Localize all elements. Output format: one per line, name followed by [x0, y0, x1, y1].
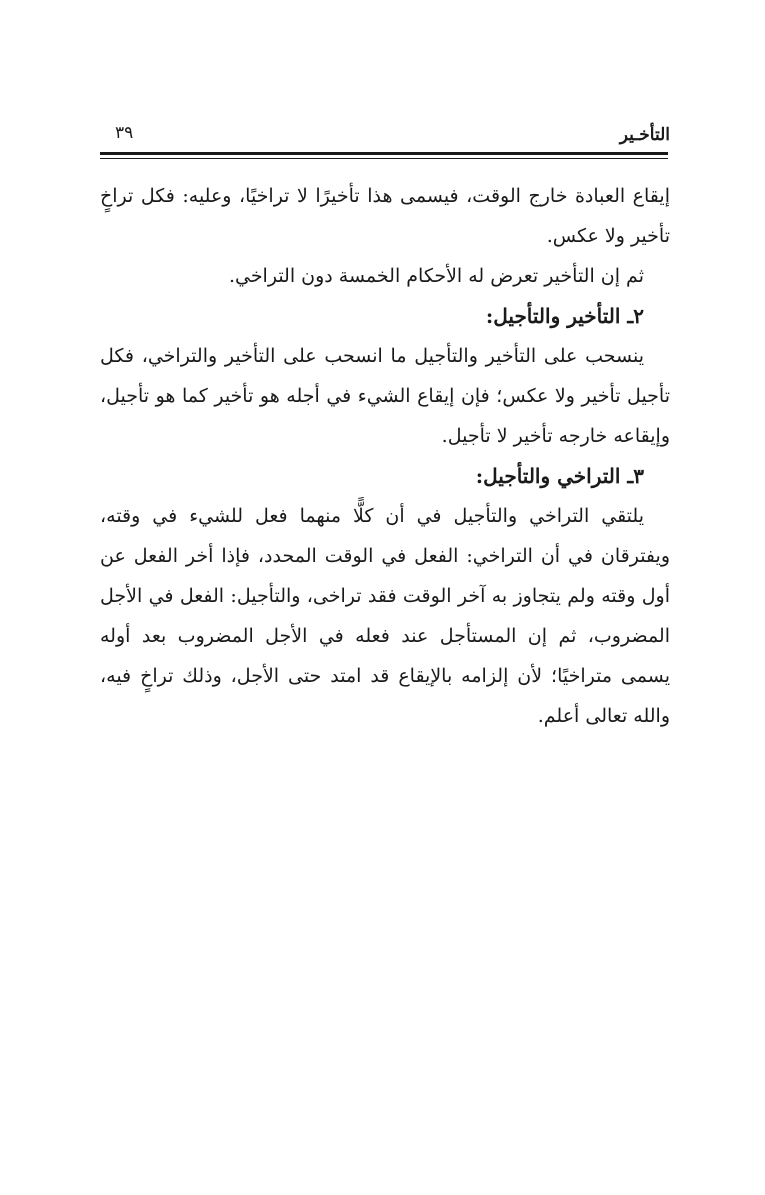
paragraph-continuation: إيقاع العبادة خارج الوقت، فيسمى هذا تأخيرًا لا تراخيًا، وعليه: فكل تراخٍ تأخير ولا عكس. [100, 185, 670, 247]
running-title: التأخـير [619, 125, 670, 145]
section-heading-laxity-postponement: ٣ـ التراخي والتأجيل: [475, 464, 644, 488]
paragraph-laxity-postponement: يلتقي التراخي والتأجيل في أن كلًّا منهما فعل للشيء في وقته، ويفترقان في أن التراخي: الفعل في الوقت المحدد، فإذا أخر الفعل عن أول وقته ولم يتجاوز به آخر الوقت فقد تراخى، والتأجيل: الفعل في الأجل المضروب، ثم إن المستأجل عند فعله في الأجل المضروب بعد أوله يسمى متراخيًا؛ لأن إلزامه بالإيقاع قد امتد حتى الأجل، وذلك تراخٍ فيه، والله تعالى أعلم. [100, 505, 670, 727]
header-rule-thin [100, 158, 668, 159]
body-text [100, 176, 670, 736]
section-heading-delay-postponement: ٢ـ التأخير والتأجيل: [485, 304, 644, 328]
header-rule-thick [100, 152, 668, 155]
page-number: ٣٩ [115, 123, 134, 143]
paragraph-delay-postponement: ينسحب على التأخير والتأجيل ما انسحب على التأخير والتراخي، فكل تأجيل تأخير ولا عكس؛ فإن إيقاع الشيء في أجله هو تأخير كما هو تأجيل، وإيقاعه خارجه تأخير لا تأجيل. [100, 345, 670, 447]
paragraph-five-rulings: ثم إن التأخير تعرض له الأحكام الخمسة دون التراخي. [228, 265, 644, 287]
